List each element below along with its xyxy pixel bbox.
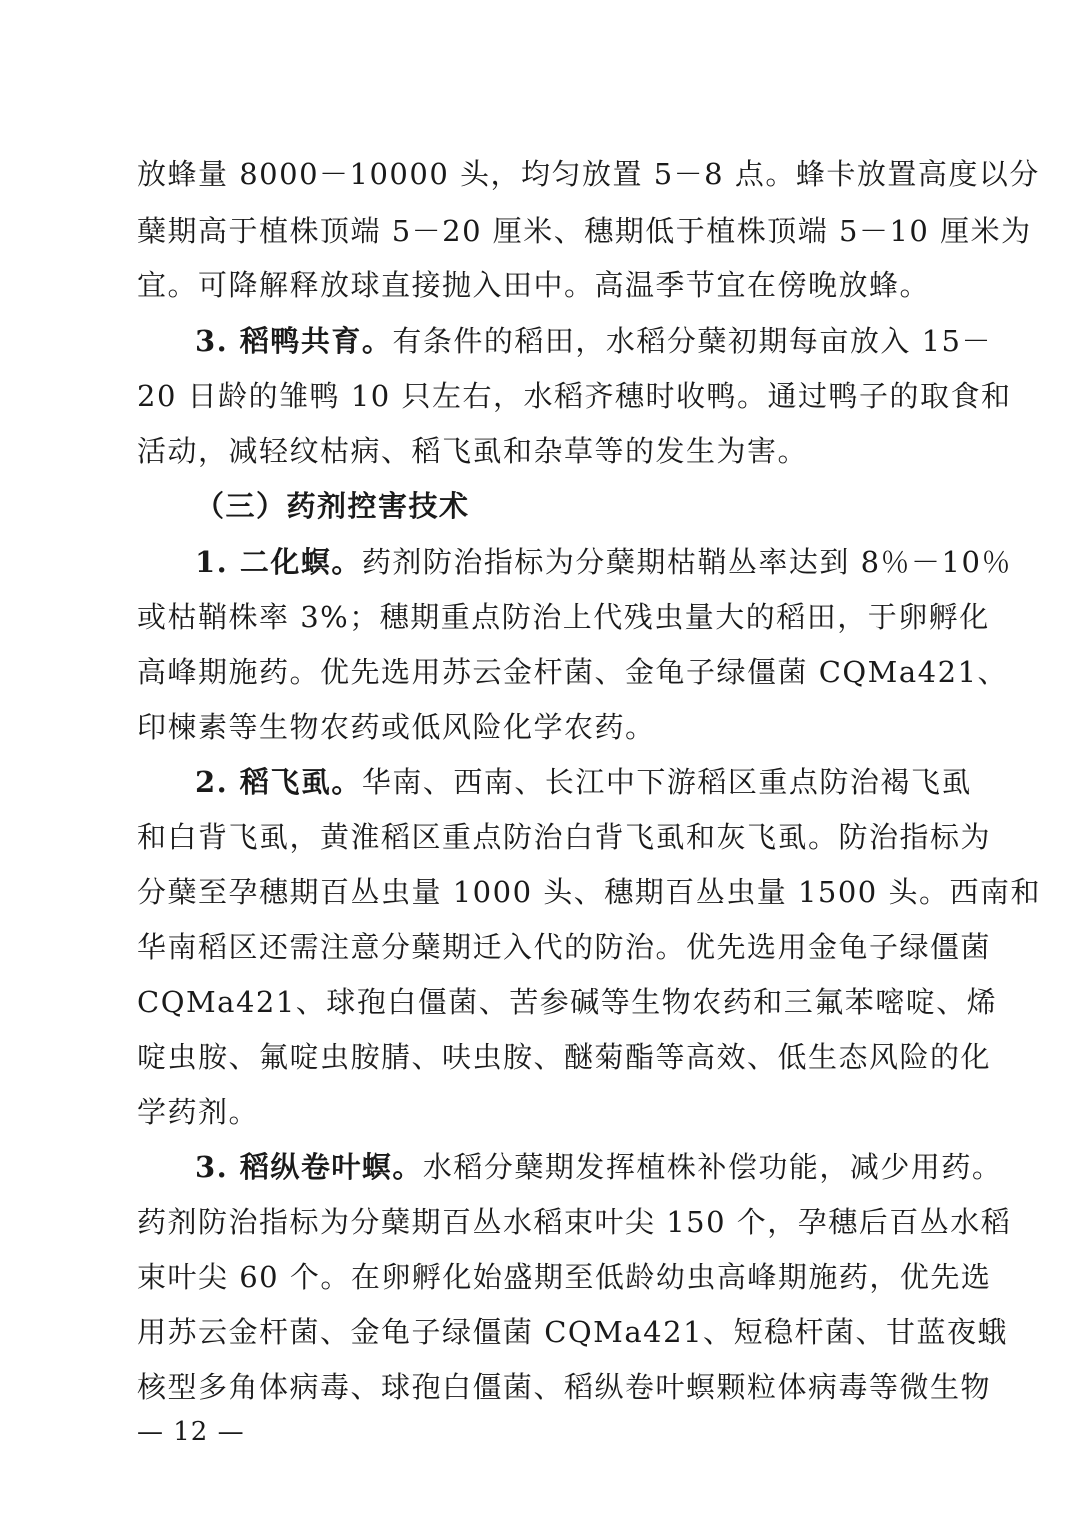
item-heading: 3. 稻纵卷叶螟。: [195, 1150, 423, 1184]
paragraph-rice-duck: [195, 312, 992, 370]
line-text: 华南稻区还需注意分蘖期迁入代的防治。优先选用金龟子绿僵菌: [137, 930, 992, 964]
line-text: 蘖期高于植株顶端 5－20 厘米、穗期低于植株顶端 5－10 厘米为: [137, 214, 1032, 248]
line-text: 药剂防治指标为分蘖期百丛水稻束叶尖 150 个，孕穗后百丛水稻: [137, 1205, 1012, 1239]
text-line-9: [137, 588, 990, 646]
text-line-23: [137, 1358, 992, 1416]
paragraph-leaf-roller: [195, 1138, 1003, 1196]
line-text: 高峰期施药。优先选用苏云金杆菌、金龟子绿僵菌 CQMa421、: [137, 655, 1009, 689]
line-text: CQMa421、球孢白僵菌、苦参碱等生物农药和三氟苯嘧啶、烯: [137, 985, 998, 1019]
paragraph-planthopper: [195, 753, 972, 811]
text-line-2: [137, 202, 1032, 260]
line-text: 和白背飞虱，黄淮稻区重点防治白背飞虱和灰飞虱。防治指标为: [137, 820, 992, 854]
text-line-14: [137, 863, 1041, 921]
text-line-15: [137, 918, 992, 976]
line-text: 活动，减轻纹枯病、稻飞虱和杂草等的发生为害。: [137, 434, 809, 468]
section-heading: [195, 477, 937, 535]
line-text: 华南、西南、长江中下游稻区重点防治褐飞虱: [361, 765, 972, 799]
line-text: 或枯鞘株率 3%；穗期重点防治上代残虫量大的稻田，于卵孵化: [137, 600, 990, 634]
line-text: 20 日龄的雏鸭 10 只左右，水稻齐穗时收鸭。通过鸭子的取食和: [137, 379, 1012, 413]
line-text: 束叶尖 60 个。在卵孵化始盛期至低龄幼虫高峰期施药，优先选: [137, 1260, 992, 1294]
line-text: 啶虫胺、氟啶虫胺腈、呋虫胺、醚菊酯等高效、低生态风险的化: [137, 1040, 992, 1074]
line-text: 用苏云金杆菌、金龟子绿僵菌 CQMa421、短稳杆菌、甘蓝夜蛾: [137, 1315, 1009, 1349]
paragraph-stem-borer: [195, 533, 1012, 591]
text-line-1: [137, 145, 1040, 203]
line-text: 学药剂。: [137, 1095, 260, 1129]
text-line-13: [137, 808, 992, 866]
text-line-11: [137, 698, 937, 756]
text-line-5: [137, 367, 1012, 425]
text-line-18: [137, 1083, 937, 1141]
line-text: 分蘖至孕穗期百丛虫量 1000 头、穗期百丛虫量 1500 头。西南和: [137, 875, 1041, 909]
line-text: 宜。可降解释放球直接抛入田中。高温季节宜在傍晚放蜂。: [137, 268, 931, 302]
line-text: 有条件的稻田，水稻分蘖初期每亩放入 15－: [392, 324, 992, 358]
line-text: 放蜂量 8000－10000 头，均匀放置 5－8 点。蜂卡放置高度以分: [137, 157, 1040, 191]
line-text: 药剂防治指标为分蘖期枯鞘丛率达到 8％－10％: [361, 545, 1012, 579]
text-line-6: [137, 422, 937, 480]
text-line-21: [137, 1248, 992, 1306]
text-line-20: [137, 1193, 1012, 1251]
item-heading: 3. 稻鸭共育。: [195, 324, 393, 358]
line-text: 水稻分蘖期发挥植株补偿功能，减少用药。: [422, 1150, 1003, 1184]
text-line-17: [137, 1028, 992, 1086]
section-heading-text: （三）药剂控害技术: [195, 489, 470, 523]
item-heading: 1. 二化螟。: [195, 545, 362, 579]
text-line-22: [137, 1303, 1009, 1361]
text-line-3: [137, 256, 937, 314]
line-text: 印楝素等生物农药或低风险化学农药。: [137, 710, 656, 744]
page-number: — 12 —: [137, 1417, 245, 1447]
text-line-16: [137, 973, 998, 1031]
item-heading: 2. 稻飞虱。: [195, 765, 362, 799]
text-line-10: [137, 643, 1009, 701]
line-text: 核型多角体病毒、球孢白僵菌、稻纵卷叶螟颗粒体病毒等微生物: [137, 1370, 992, 1404]
